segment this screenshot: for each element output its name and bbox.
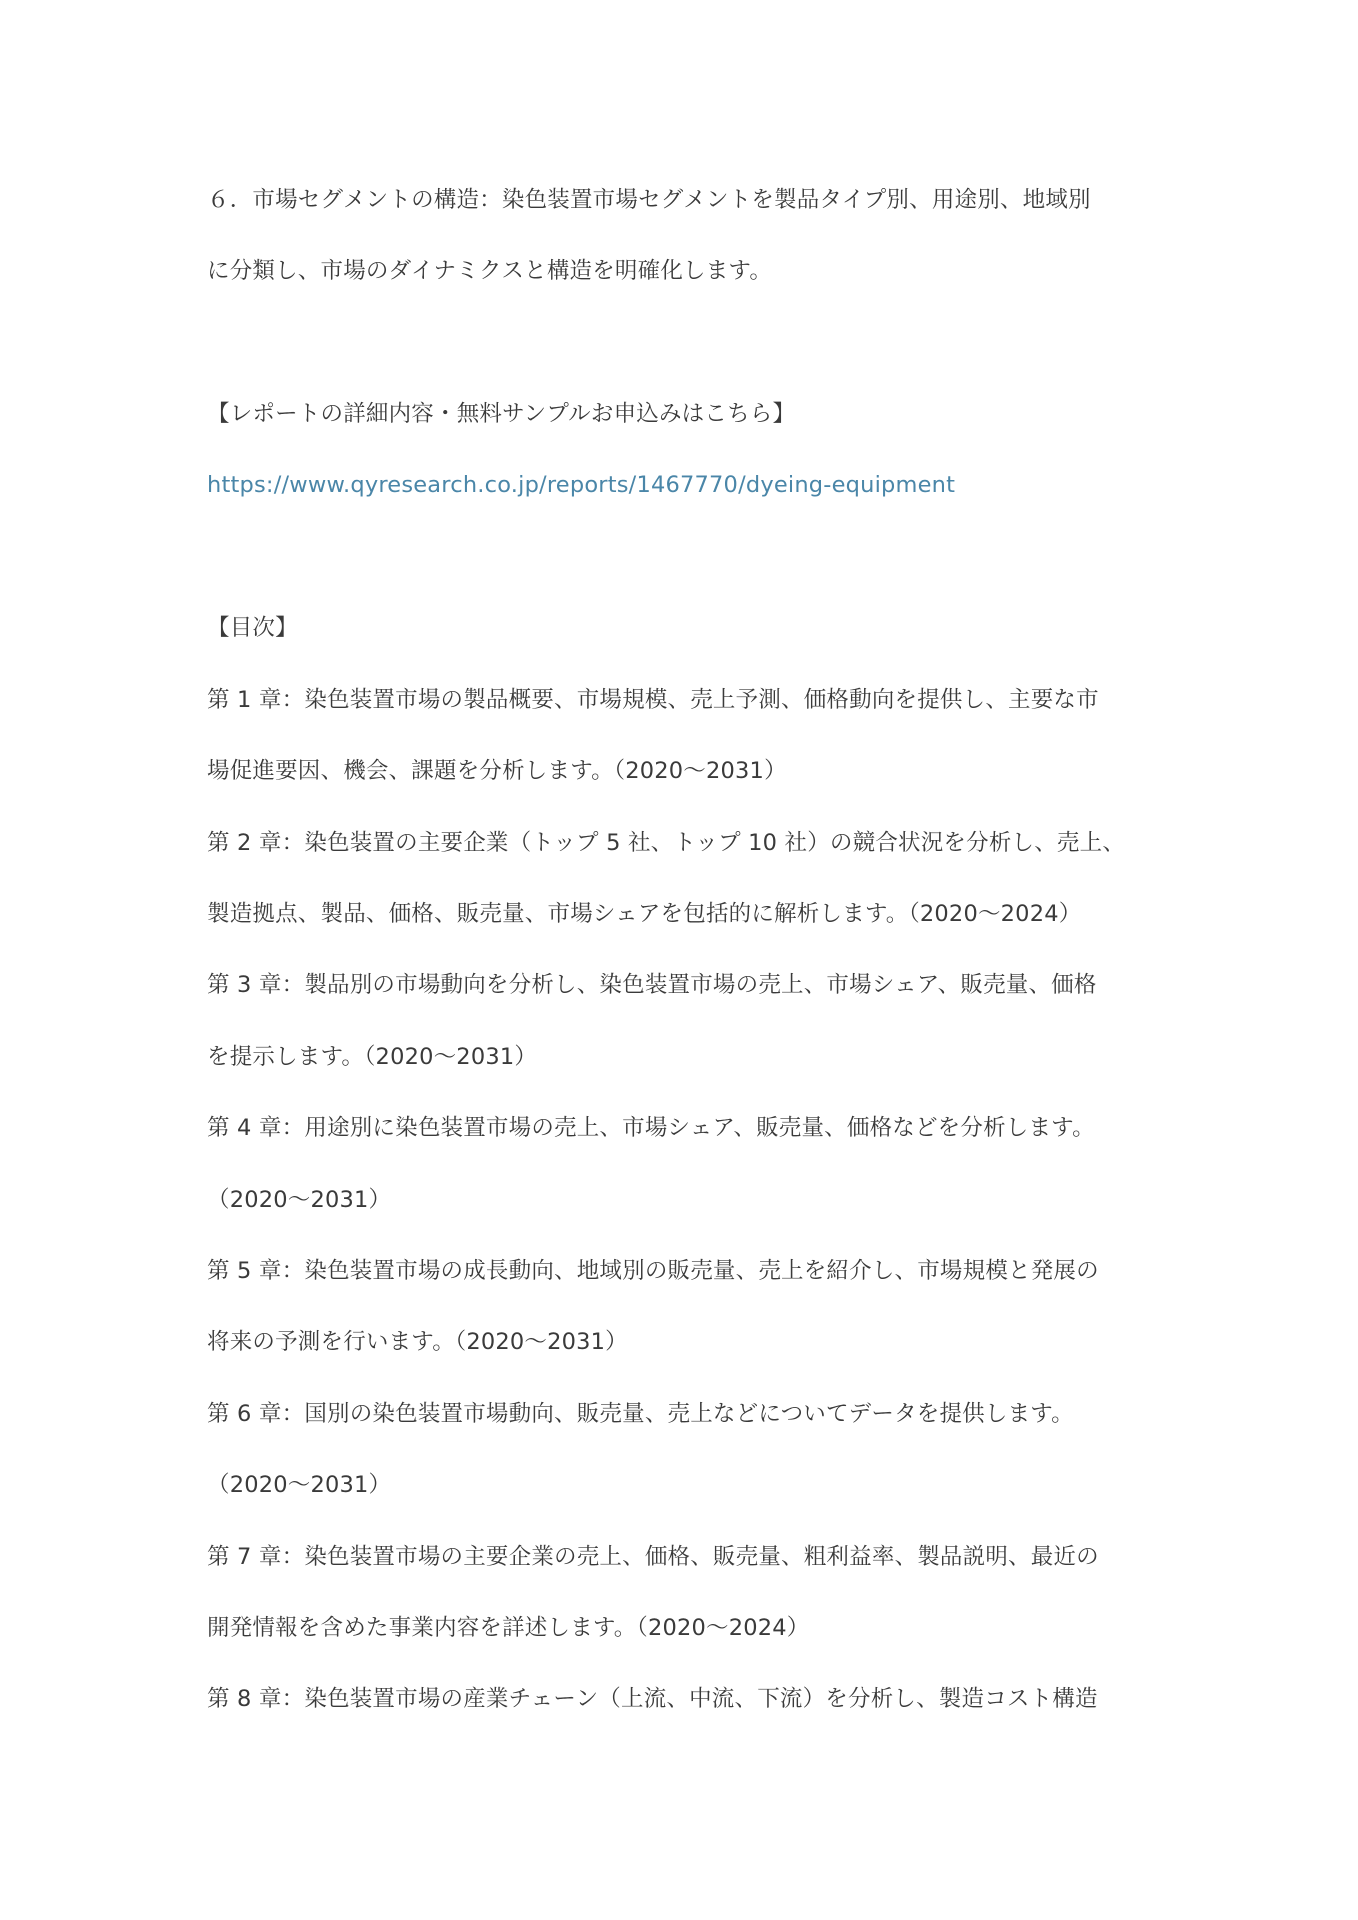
toc-line: 第 2 章：染色装置の主要企業（トップ 5 社、トップ 10 社）の競合状況を分析し、売上、 <box>207 830 1126 856</box>
toc-line: 第 3 章：製品別の市場動向を分析し、染色装置市場の売上、市場シェア、販売量、価格 <box>207 972 1097 998</box>
section6-line-1: ６．市場セグメントの構造：染色装置市場セグメントを製品タイプ別、用途別、地域別 <box>207 187 1091 213</box>
toc-line: 第 7 章：染色装置市場の主要企業の売上、価格、販売量、粗利益率、製品説明、最近の <box>207 1544 1099 1570</box>
toc-line: 第 8 章：染色装置市場の産業チェーン（上流、中流、下流）を分析し、製造コスト構造 <box>207 1686 1098 1712</box>
toc-line: 第 6 章：国別の染色装置市場動向、販売量、売上などについてデータを提供します。 <box>207 1401 1074 1427</box>
toc-line: を提示します。（2020～2031） <box>207 1044 538 1070</box>
toc-line: 将来の予測を行います。（2020～2031） <box>207 1329 628 1355</box>
report-link-line <box>207 470 1167 500</box>
toc-line: 開発情報を含めた事業内容を詳述します。（2020～2024） <box>207 1615 810 1641</box>
toc-line: 製造拠点、製品、価格、販売量、市場シェアを包括的に解析します。（2020～2024） <box>207 901 1082 927</box>
section6-line-2: に分類し、市場のダイナミクスと構造を明確化します。 <box>207 258 773 284</box>
toc-heading: 【目次】 <box>207 615 298 641</box>
toc-line: （2020～2031） <box>207 1472 392 1498</box>
toc-line: 第 5 章：染色装置市場の成長動向、地域別の販売量、売上を紹介し、市場規模と発展の <box>207 1258 1099 1284</box>
toc-line: 場促進要因、機会、課題を分析します。（2020～2031） <box>207 758 787 784</box>
toc-line: （2020～2031） <box>207 1187 392 1213</box>
toc-line: 第 4 章：用途別に染色装置市場の売上、市場シェア、販売量、価格などを分析します。 <box>207 1115 1095 1141</box>
report-url-link[interactable]: https://www.qyresearch.co.jp/reports/1467770/dyeing-equipment <box>207 472 956 498</box>
report-link-heading: 【レポートの詳細内容・無料サンプルお申込みはこちら】 <box>207 401 796 427</box>
toc-line: 第 1 章：染色装置市場の製品概要、市場規模、売上予測、価格動向を提供し、主要な市 <box>207 687 1099 713</box>
